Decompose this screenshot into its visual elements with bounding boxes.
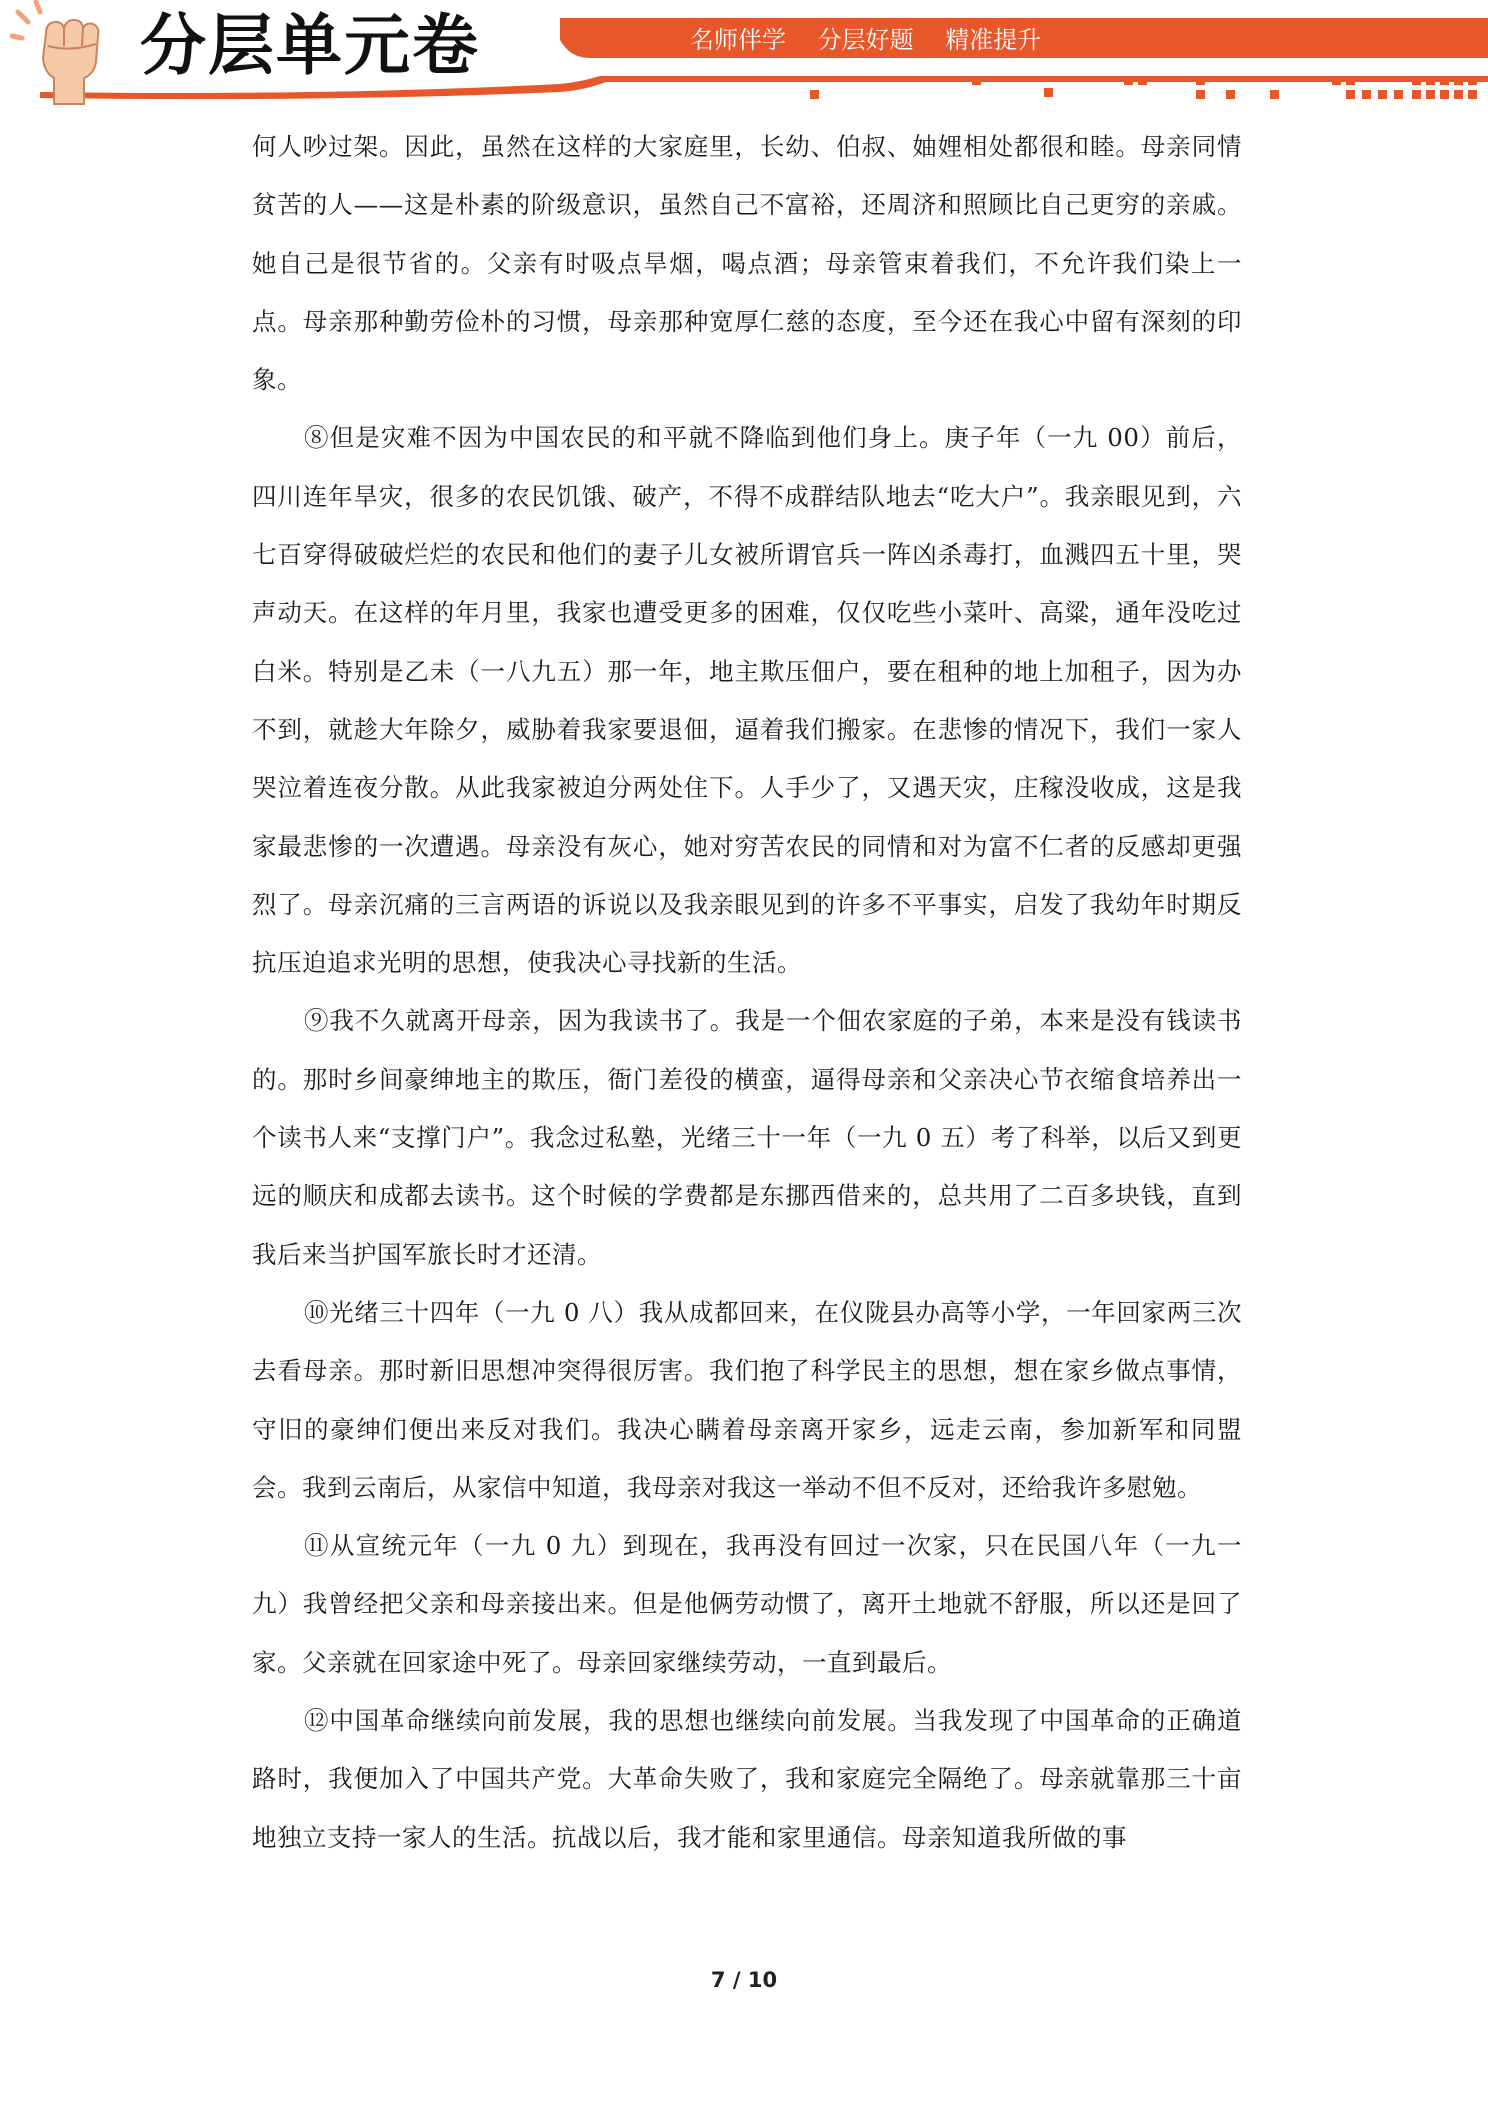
paragraph: ⑪从宣统元年（一九 0 九）到现在，我再没有回过一次家，只在民国八年（一九一九）我曾经把父亲和母亲接出来。但是他俩劳动惯了，离开土地就不舒服，所以还是回了家。父亲就在回家途中死了。母亲回家继续劳动，一直到最后。 — [252, 1531, 1242, 1677]
header-slogans — [690, 22, 1065, 58]
slogan-item: 名师伴学 — [690, 26, 786, 54]
paragraph: ⑨我不久就离开母亲，因为我读书了。我是一个佃农家庭的子弟，本来是没有钱读书的。那时乡间豪绅地主的欺压，衙门差役的横蛮，逼得母亲和父亲决心节衣缩食培养出一个读书人来“支撑门户”。我念过私塾，光绪三十一年（一九 0 五）考了科举，以后又到更远的顺庆和成都去读书。这个时候的学费都是东挪西借来的，总共用了二百多块钱，直到我后来当护国军旅长时才还清。 — [252, 1006, 1242, 1269]
slogan-item: 精准提升 — [945, 26, 1042, 54]
paragraph: ⑫中国革命继续向前发展，我的思想也继续向前发展。当我发现了中国革命的正确道路时，我便加入了中国共产党。大革命失败了，我和家庭完全隔绝了。母亲就靠那三十亩地独立支持一家人的生活。抗战以后，我才能和家里通信。母亲知道我所做的事 — [252, 1706, 1242, 1852]
brand-title: 分层单元卷 — [140, 7, 480, 84]
article-body — [252, 118, 1242, 1867]
slogan-item: 分层好题 — [817, 26, 914, 54]
fist-icon — [10, 0, 120, 110]
paragraph: ⑩光绪三十四年（一九 0 八）我从成都回来，在仪陇县办高等小学，一年回家两三次去看母亲。那时新旧思想冲突得很厉害。我们抱了科学民主的思想，想在家乡做点事情，守旧的豪绅们便出来反对我们。我决心瞒着母亲离开家乡，远走云南，参加新军和同盟会。我到云南后，从家信中知道，我母亲对我这一举动不但不反对，还给我许多慰勉。 — [252, 1297, 1242, 1502]
paragraph: 何人吵过架。因此，虽然在这样的大家庭里，长幼、伯叔、妯娌相处都很和睦。母亲同情贫苦的人——这是朴素的阶级意识，虽然自己不富裕，还周济和照顾比自己更穷的亲戚。她自己是很节省的。父亲有时吸点旱烟，喝点酒；母亲管束着我们，不允许我们染上一点。母亲那种勤劳俭朴的习惯，母亲那种宽厚仁慈的态度，至今还在我心中留有深刻的印象。 — [252, 132, 1242, 395]
page-header — [0, 0, 1488, 110]
page-number: 7 / 10 — [710, 1968, 778, 1992]
paragraph: ⑧但是灾难不因为中国农民的和平就不降临到他们身上。庚子年（一九 00）前后，四川连年旱灾，很多的农民饥饿、破产，不得不成群结队地去“吃大户”。我亲眼见到，六七百穿得破破烂烂的农民和他们的妻子儿女被所谓官兵一阵凶杀毒打，血溅四五十里，哭声动天。在这样的年月里，我家也遭受更多的困难，仅仅吃些小菜叶、高粱，通年没吃过白米。特别是乙未（一八九五）那一年，地主欺压佃户，要在租种的地上加租子，因为办不到，就趁大年除夕，威胁着我家要退佃，逼着我们搬家。在悲惨的情况下，我们一家人哭泣着连夜分散。从此我家被迫分两处住下。人手少了，又遇天灾，庄稼没收成，这是我家最悲惨的一次遭遇。母亲没有灰心，她对穷苦农民的同情和对为富不仁者的反感却更强烈了。母亲沉痛的三言两语的诉说以及我亲眼见到的许多不平事实，启发了我幼年时期反抗压迫追求光明的思想，使我决心寻找新的生活。 — [252, 423, 1242, 978]
